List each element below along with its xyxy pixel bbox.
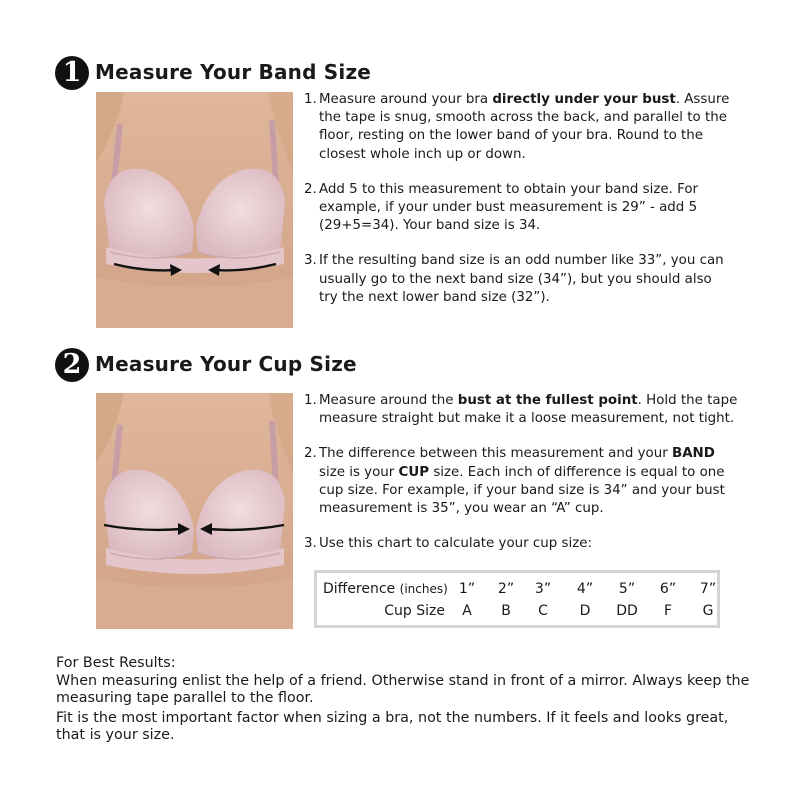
difference-cell: 3” [534, 581, 552, 597]
cup-size-row [317, 603, 717, 623]
cup-step-2-text: The difference between this measurement and your [319, 446, 672, 462]
band-step-1-emphasis: directly under your bust [492, 92, 676, 107]
band-step-1-text: Measure around your bra [319, 92, 493, 107]
cup-step-3-number: 3. [304, 536, 317, 552]
best-results-tip: When measuring enlist the help of a friend. Otherwise stand in front of a mirror. Always keep the measuring tape parallel to the floor. [56, 672, 750, 706]
difference-label-group [323, 581, 451, 597]
band-section-title: Measure Your Band Size [95, 60, 372, 84]
cup-cell: A [462, 603, 472, 619]
cup-cell: DD [616, 603, 638, 619]
step-one-badge: 1 [55, 56, 89, 90]
band-step-1-text-rest: . Assure the tape is snug, smooth across the back, and parallel to the floor, resting on the lower band of your bra. Round to the closest whole inch up or down. [319, 92, 730, 162]
difference-cell: 6” [659, 581, 677, 597]
band-steps-list [304, 91, 734, 307]
cup-cell: B [501, 603, 511, 619]
band-step-2-number: 2. [304, 181, 317, 197]
cup-section-title: Measure Your Cup Size [95, 352, 357, 376]
difference-cell: 7” [699, 581, 717, 597]
difference-label: Difference [323, 581, 396, 597]
cup-step-1-text-rest: . Hold the tape measure straight but make it a loose measurement, not tight. [319, 393, 738, 427]
difference-row [317, 581, 717, 601]
band-step-3-number: 3. [304, 253, 317, 269]
cup-size-chart [314, 570, 720, 628]
cup-step-2-number: 2. [304, 446, 317, 462]
best-results [56, 655, 756, 745]
cup-cell: F [663, 603, 673, 619]
cup-size-label: Cup Size [384, 603, 445, 619]
difference-unit: (inches) [399, 582, 448, 596]
difference-cell: 1” [458, 581, 476, 597]
cup-step-2-band-emphasis: BAND [671, 446, 715, 462]
cup-step-1 [304, 392, 744, 428]
band-step-1-number: 1. [304, 92, 317, 107]
band-measure-photo [96, 92, 293, 328]
best-results-tip: Fit is the most important factor when sizing a bra, not the numbers. If it feels and looks great, that is your size. [56, 709, 729, 743]
difference-cell: 4” [576, 581, 594, 597]
band-step-1 [304, 91, 734, 164]
best-results-heading: For Best Results: [56, 655, 176, 671]
difference-cell: 2” [497, 581, 515, 597]
cup-step-2-cup-emphasis: CUP [398, 464, 430, 480]
band-step-2-text: Add 5 to this measurement to obtain your band size. For example, if your under bust measurement is 29” - add 5 (29+5=34). Your band size is 34. [319, 181, 699, 234]
difference-cell: 5” [618, 581, 636, 597]
band-step-2 [304, 181, 734, 236]
cup-measure-photo [96, 393, 293, 629]
band-step-3-text: If the resulting band size is an odd number like 33”, you can usually go to the next band size (34”), but you should also try the next lower band size (32”). [319, 253, 724, 305]
cup-step-3 [304, 535, 744, 553]
step-two-badge: 2 [55, 348, 89, 382]
cup-step-1-number: 1. [304, 393, 317, 408]
cup-step-2-text-mid: size is your [319, 464, 399, 480]
cup-step-3-text: Use this chart to calculate your cup size: [319, 536, 592, 552]
cup-cell: D [579, 603, 591, 619]
cup-step-2 [304, 445, 744, 518]
cup-steps-list [304, 392, 744, 553]
cup-step-2-text-rest: size. Each inch of difference is equal to one cup size. For example, if your band size is 34” and your bust measurement is 35”, you wear an “A” cup. [319, 464, 725, 517]
band-step-3 [304, 252, 734, 307]
cup-step-1-text: Measure around the [319, 393, 458, 408]
cup-cell: C [538, 603, 548, 619]
cup-step-1-emphasis: bust at the fullest point [457, 393, 638, 408]
cup-cell: G [702, 603, 714, 619]
